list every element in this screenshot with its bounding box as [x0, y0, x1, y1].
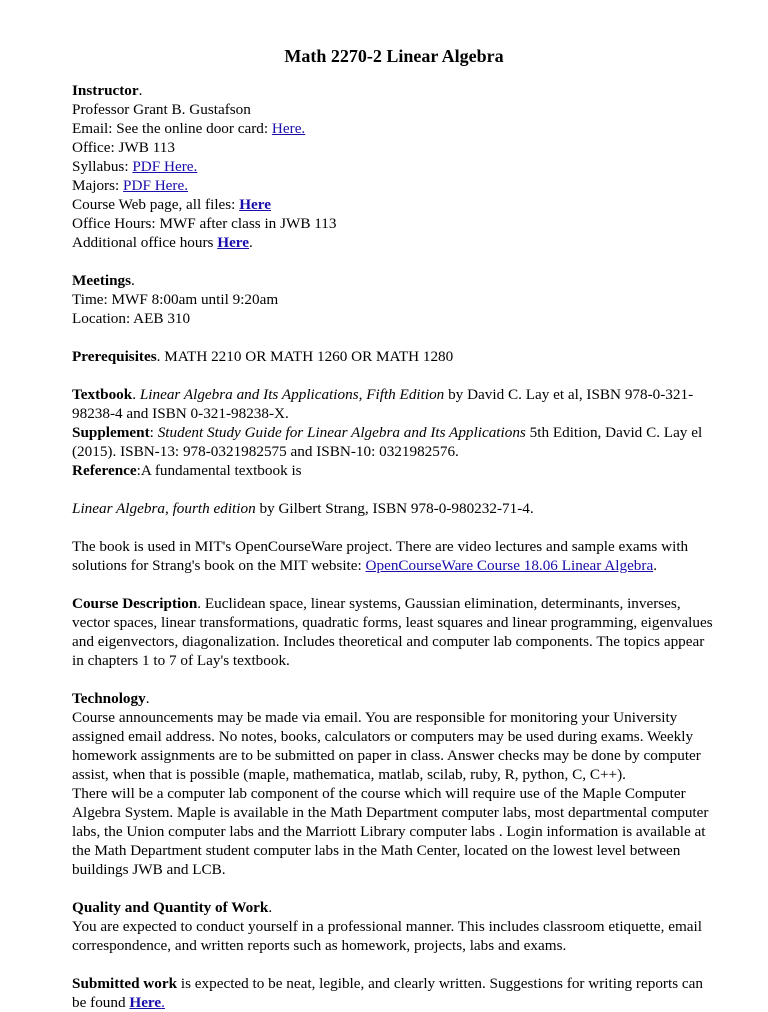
- supplement-title: Student Study Guide for Linear Algebra and Its Applications: [157, 424, 526, 441]
- additional-hours-line: Additional office hours Here.: [72, 234, 253, 251]
- course-web-link[interactable]: Here: [239, 196, 271, 213]
- textbook-title: Linear Algebra and Its Applications, Fifth Edition: [139, 386, 445, 403]
- mit-line: The book is used in MIT's OpenCourseWare project. There are video lectures and sample exams with solutions for Strang's book on the MIT website: OpenCourseWare Course 18.06 Linear Algebra.: [72, 538, 689, 574]
- prerequisites-section: [72, 347, 716, 366]
- additional-hours-link[interactable]: Here: [217, 234, 250, 251]
- strang-section: [72, 499, 716, 518]
- instructor-section: [72, 81, 716, 252]
- quality-heading-line: Quality and Quantity of Work.: [72, 899, 273, 916]
- syllabus-text: Syllabus:: [72, 158, 133, 175]
- strang-edition: fourth edition: [172, 500, 256, 517]
- meetings-location: Location: AEB 310: [72, 310, 191, 327]
- prerequisites-heading: Prerequisites: [72, 348, 157, 365]
- textbook-details: by David C. Lay et al, ISBN 978-0-321-98238-4 and ISBN 0-321-98238-X.: [72, 386, 694, 422]
- meetings-heading-line: Meetings.: [72, 272, 135, 289]
- textbook-section: [72, 385, 716, 480]
- reference-heading: Reference: [72, 462, 137, 479]
- instructor-name: Professor Grant B. Gustafson: [72, 101, 251, 118]
- technology-heading-line: Technology.: [72, 690, 150, 707]
- course-description-text: Euclidean space, linear systems, Gaussian elimination, determinants, inverses, vector spaces, linear transformations, quadratic forms, least squares and linear programming, eigenvalues and eigenvectors, diagonalization. Includes theoretical and computer lab components. The topics appear in chapters 1 to 7 of Lay's textbook.: [72, 595, 713, 669]
- textbook-line: Textbook. Linear Algebra and Its Applications, Fifth Edition by David C. Lay et al, ISBN 978-0-321-98238-4 and ISBN 0-321-98238-X.: [72, 386, 694, 422]
- course-web-text: Course Web page, all files:: [72, 196, 240, 213]
- course-description-line: Course Description. Euclidean space, linear systems, Gaussian elimination, determinants, inverses, vector spaces, linear transformations, quadratic forms, least squares and linear programming, eigenvalues and eigenvectors, diagonalization. Includes theoretical and computer lab components. The topics appear in chapters 1 to 7 of Lay's textbook.: [72, 595, 713, 669]
- instructor-email-line: [72, 119, 716, 138]
- majors-line: [72, 176, 716, 195]
- quality-section: [72, 898, 716, 955]
- course-description-section: [72, 594, 716, 670]
- additional-hours-text: Additional office hours: [72, 234, 218, 251]
- instructor-heading: Instructor: [72, 82, 139, 99]
- quality-text: You are expected to conduct yourself in a professional manner. This includes classroom etiquette, email correspondence, and written reports such as homework, projects, labs and exams.: [72, 918, 702, 954]
- quality-heading: Quality and Quantity of Work: [72, 899, 269, 916]
- submitted-work-line: [72, 974, 716, 1012]
- syllabus-line: [72, 157, 716, 176]
- textbook-heading: Textbook: [72, 386, 133, 403]
- strang-line: Linear Algebra, fourth edition by Gilbert Strang, ISBN 978-0-980232-71-4.: [72, 500, 534, 517]
- supplement-heading: Supplement: [72, 424, 150, 441]
- submitted-work-text: is expected to be neat, legible, and clearly written. Suggestions for writing reports can be found: [72, 975, 703, 1011]
- page-title: Math 2270-2 Linear Algebra: [284, 46, 504, 66]
- strang-details: by Gilbert Strang, ISBN 978-0-980232-71-4.: [255, 500, 534, 517]
- instructor-email-text: Email: See the online door card:: [72, 120, 272, 137]
- door-card-link[interactable]: Here.: [271, 120, 306, 137]
- submitted-work-section: [72, 974, 716, 1012]
- majors-pdf-link[interactable]: PDF Here.: [123, 177, 189, 194]
- submitted-work-heading: Submitted work: [72, 975, 178, 992]
- syllabus-pdf-link[interactable]: PDF Here.: [132, 158, 198, 175]
- strang-title: Linear Algebra: [72, 500, 165, 517]
- office-hours: Office Hours: MWF after class in JWB 113: [72, 215, 337, 232]
- supplement-details: 5th Edition, David C. Lay el (2015). ISBN-13: 978-0321982575 and ISBN-10: 0321982576.: [72, 424, 703, 460]
- meetings-heading: Meetings: [72, 272, 132, 289]
- technology-heading: Technology: [72, 690, 146, 707]
- prerequisites-line: Prerequisites. MATH 2210 OR MATH 1260 OR MATH 1280: [72, 348, 454, 365]
- writing-reports-link[interactable]: Here: [129, 994, 162, 1011]
- prerequisites-text: MATH 2210 OR MATH 1260 OR MATH 1280: [160, 348, 454, 365]
- course-description-heading: Course Description: [72, 595, 198, 612]
- instructor-heading-line: Instructor.: [72, 82, 143, 99]
- instructor-office: Office: JWB 113: [72, 139, 175, 156]
- reference-line: Reference:A fundamental textbook is: [72, 462, 302, 479]
- supplement-line: Supplement: Student Study Guide for Linear Algebra and Its Applications 5th Edition, David C. Lay el (2015). ISBN-13: 978-0321982575 and ISBN-10: 0321982576.: [72, 424, 703, 460]
- technology-section: [72, 689, 716, 879]
- opencourseware-link[interactable]: OpenCourseWare Course 18.06 Linear Algebra: [365, 557, 654, 574]
- technology-paragraph-2: There will be a computer lab component of the course which will require use of the Maple Computer Algebra System. Maple is available in the Math Department computer labs, most departmental computer labs, the Union computer labs and the Marriott Library computer labs . Login information is available at the Math Department student computer labs in the Math Center, located on the lowest level between buildings JWB and LCB.: [72, 785, 709, 878]
- majors-text: Majors:: [72, 177, 124, 194]
- mit-section: [72, 537, 716, 575]
- meetings-time: Time: MWF 8:00am until 9:20am: [72, 291, 279, 308]
- reference-text: A fundamental textbook is: [140, 462, 302, 479]
- meetings-section: [72, 271, 716, 328]
- technology-paragraph-1: Course announcements may be made via email. You are responsible for monitoring your University assigned email address. No notes, books, calculators or computers may be used during exams. Weekly homework assignments are to be submitted on paper in class. Answer checks may be done by computer assist, when that is possible (maple, mathematica, matlab, scilab, ruby, R, python, C, C++).: [72, 709, 701, 783]
- course-web-line: [72, 195, 716, 214]
- writing-reports-link-period[interactable]: .: [161, 994, 165, 1011]
- mit-text: The book is used in MIT's OpenCourseWare project. There are video lectures and sample exams with solutions for Strang's book on the MIT website:: [72, 538, 689, 574]
